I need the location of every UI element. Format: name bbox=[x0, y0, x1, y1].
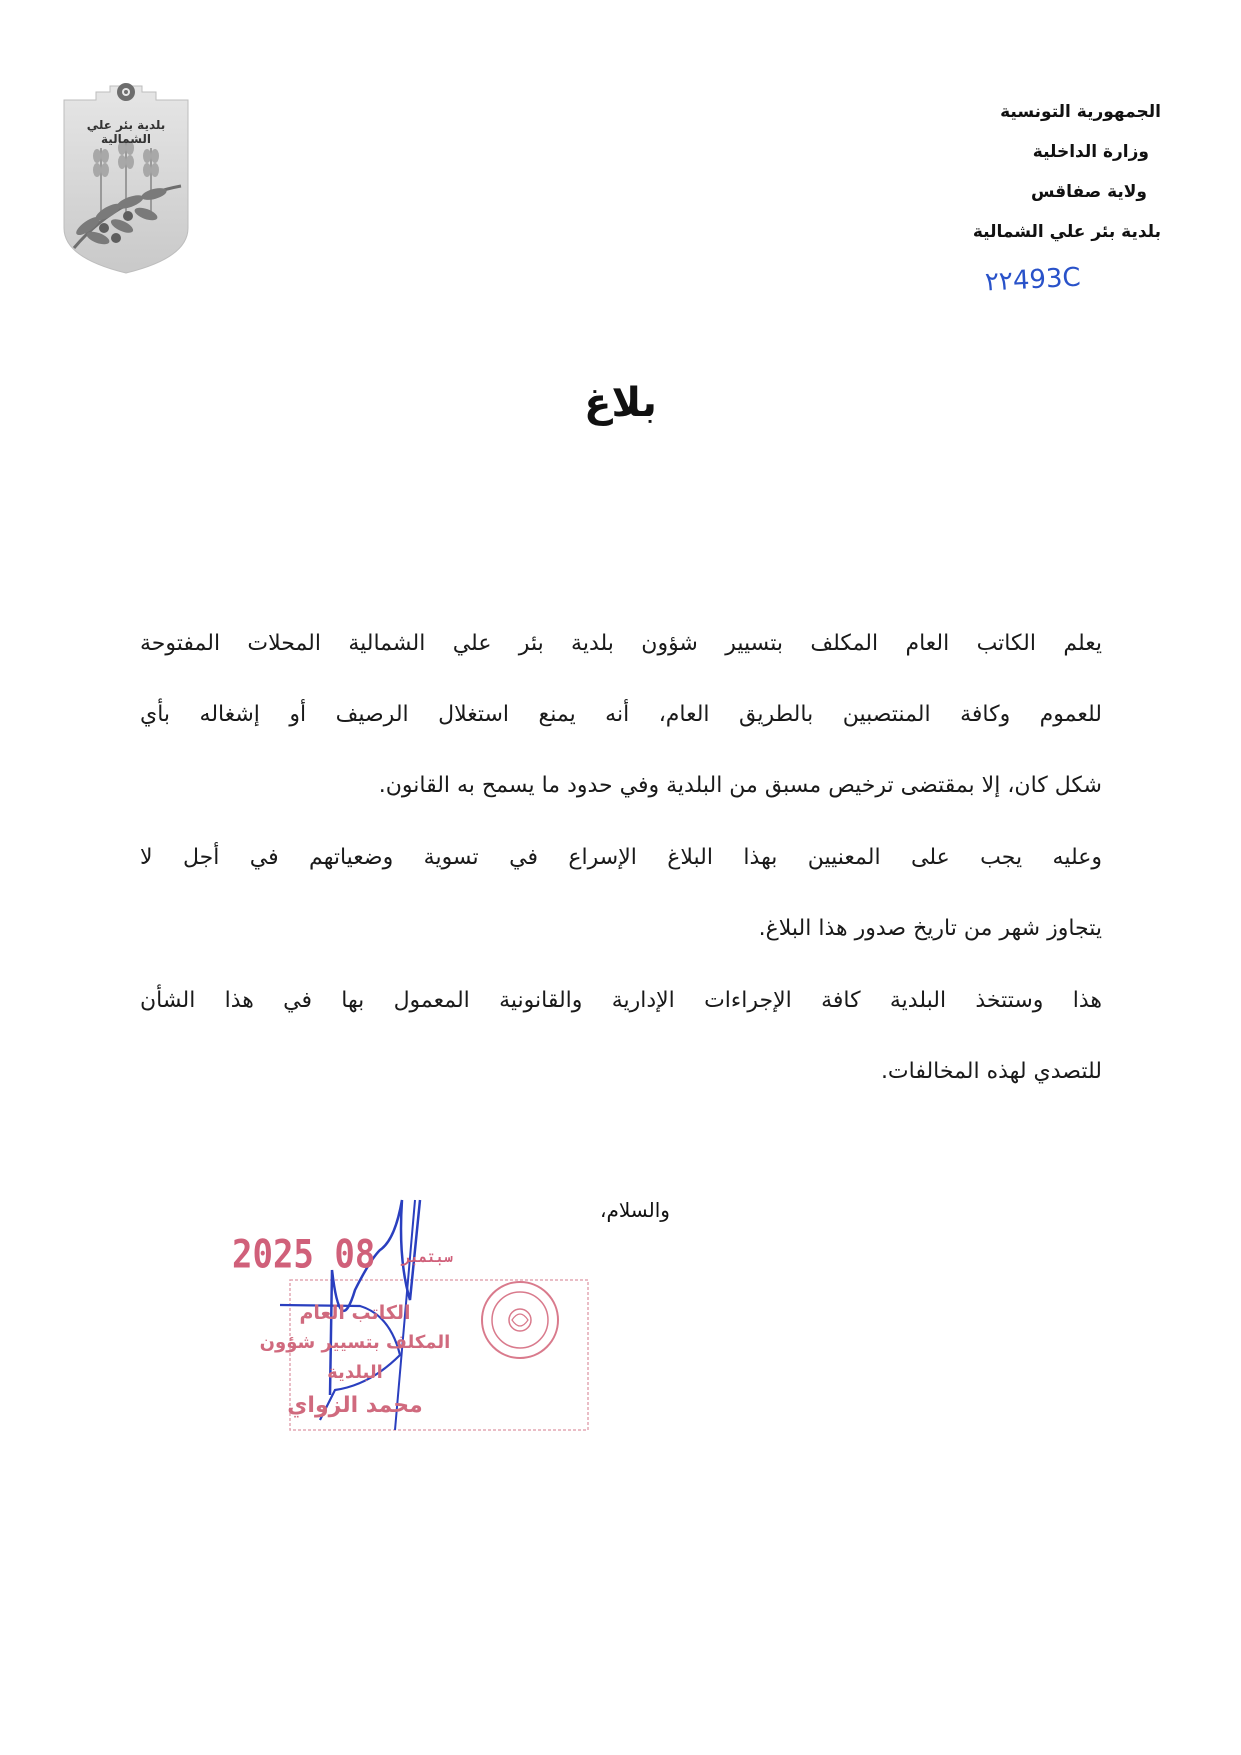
paragraph-line: شكل كان، إلا بمقتضى ترخيص مسبق من البلدية وفي حدود ما يسمح به القانون. bbox=[378, 773, 1102, 798]
stamp-date bbox=[232, 1232, 458, 1278]
reference-number: ۲۲493C bbox=[984, 262, 1084, 298]
paragraph-2 bbox=[140, 822, 1102, 964]
notice-body bbox=[140, 608, 1102, 1107]
paragraph-line: هذا وستتخذ البلدية كافة الإجراءات الإدارية والقانونية المعمول بها في هذا الشأن bbox=[140, 988, 1102, 1013]
paragraph-line: يعلم الكاتب العام المكلف بتسيير شؤون بلدية بئر علي الشمالية المحلات المفتوحة bbox=[140, 631, 1102, 656]
stamp-month: سبتمبر bbox=[401, 1247, 453, 1266]
stamp-signatory bbox=[240, 1298, 470, 1424]
paragraph-3 bbox=[140, 965, 1102, 1107]
official-seal-icon bbox=[482, 1282, 558, 1358]
logo-label: بلدية بئر علي الشمالية bbox=[86, 118, 166, 146]
stamp-title: الكاتب العام bbox=[299, 1302, 411, 1324]
republic-name: الجمهورية التونسية bbox=[1000, 102, 1161, 122]
governorate-name: ولاية صفاقس bbox=[1030, 182, 1147, 202]
letterhead bbox=[861, 92, 1161, 252]
page-title: بلاغ bbox=[584, 380, 657, 426]
paragraph-1 bbox=[140, 608, 1102, 821]
paragraph-line: للتصدي لهذه المخالفات. bbox=[880, 1059, 1102, 1084]
closing-salutation: والسلام، bbox=[600, 1198, 670, 1222]
paragraph-line: وعليه يجب على المعنيين بهذا البلاغ الإسراع في تسوية وضعياتهم في أجل لا bbox=[140, 845, 1102, 870]
paragraph-line: يتجاوز شهر من تاريخ صدور هذا البلاغ. bbox=[758, 916, 1102, 941]
stamp-day: 08 bbox=[334, 1232, 376, 1278]
paragraph-line: للعموم وكافة المنتصبين بالطريق العام، أنه يمنع استغلال الرصيف أو إشغاله بأي bbox=[140, 702, 1102, 727]
municipality-logo bbox=[56, 78, 196, 278]
ministry-name: وزارة الداخلية bbox=[1032, 142, 1149, 162]
stamp-name: محمد الزواي bbox=[287, 1393, 423, 1418]
municipality-name: بلدية بئر علي الشمالية bbox=[972, 222, 1161, 242]
municipality-emblem-icon bbox=[56, 78, 196, 278]
stamp-year: 2025 bbox=[232, 1232, 314, 1278]
stamp-role: المكلف بتسيير شؤون البلدية bbox=[259, 1332, 451, 1383]
